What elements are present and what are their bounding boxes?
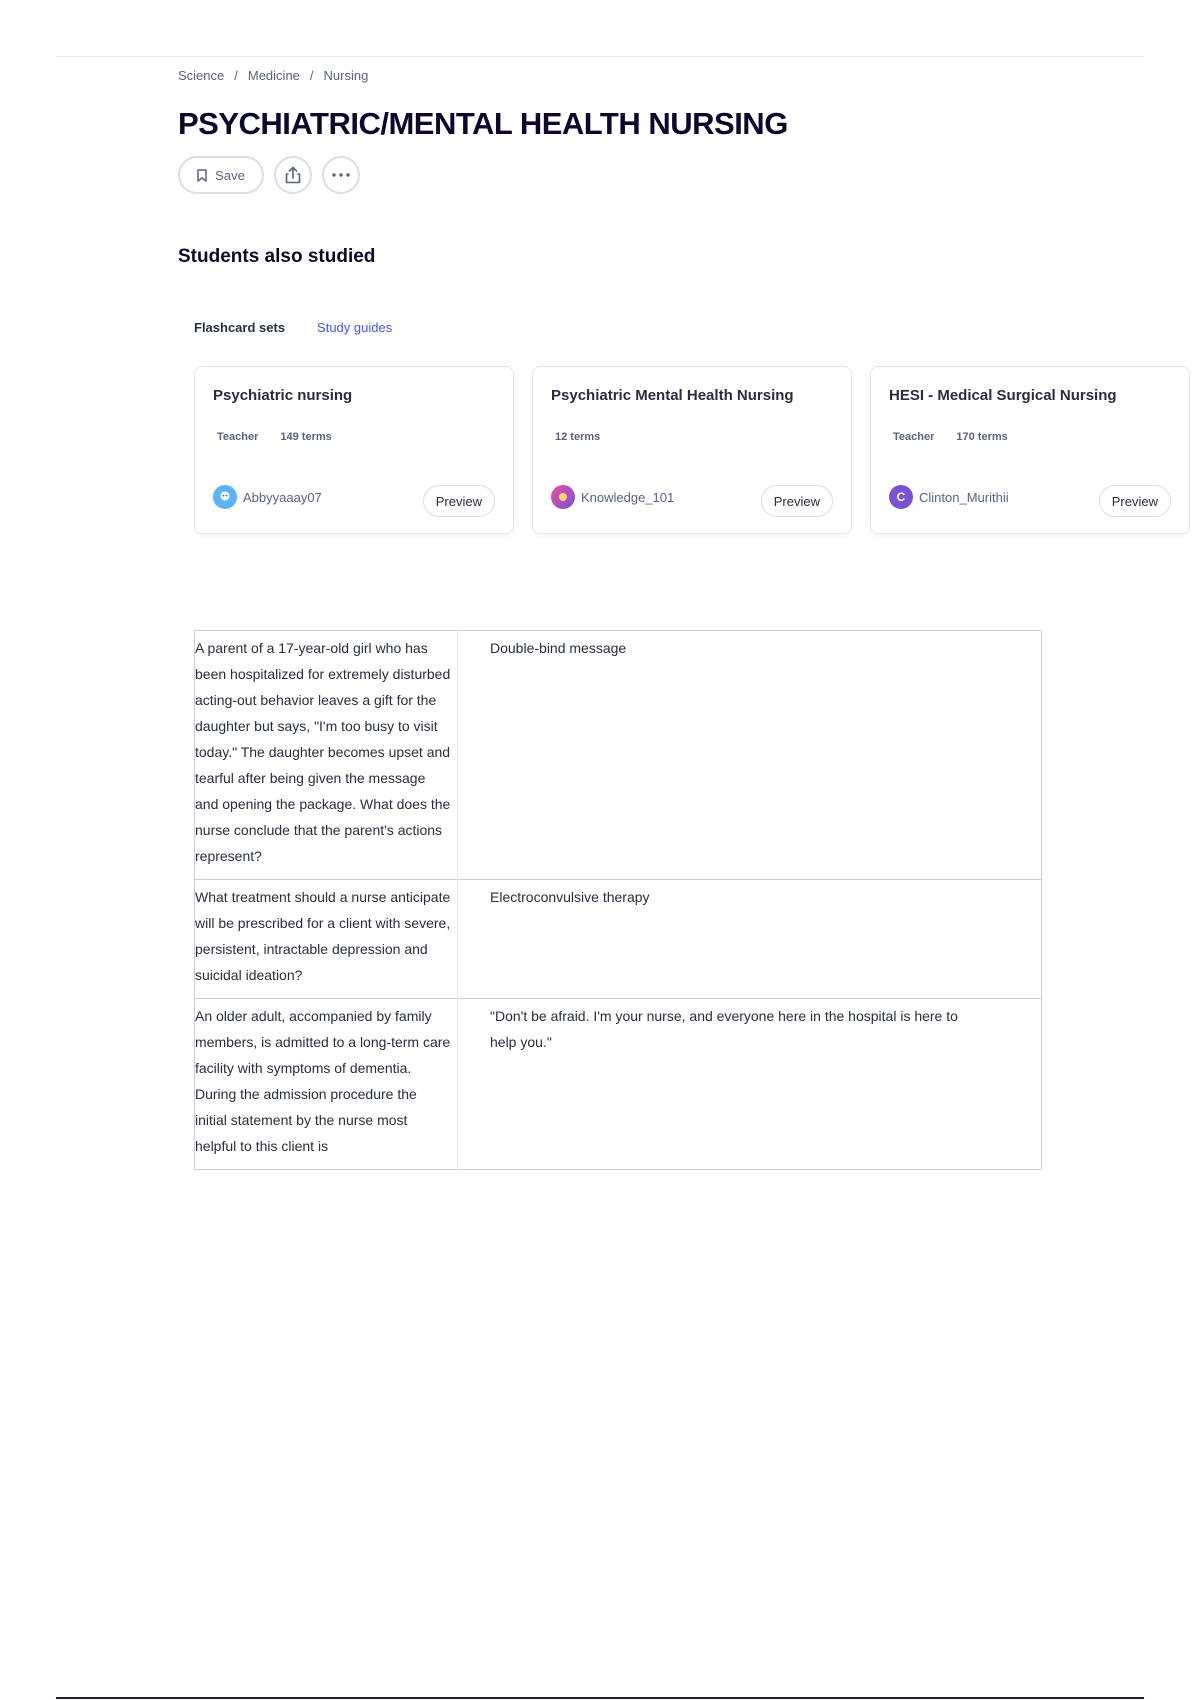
study-tabs: [194, 320, 392, 335]
term-count: 170 terms: [956, 431, 1008, 443]
preview-button[interactable]: Preview: [1099, 485, 1171, 517]
save-button[interactable]: [178, 156, 264, 194]
action-bar: [178, 156, 360, 194]
share-icon: [285, 166, 301, 184]
card-author: [213, 485, 322, 509]
bottom-divider: [56, 1697, 1144, 1699]
author-name[interactable]: Knowledge_101: [581, 489, 675, 505]
breadcrumb-separator: /: [309, 68, 314, 83]
definition-cell: Electroconvulsive therapy: [490, 889, 650, 905]
breadcrumb-science[interactable]: Science: [178, 68, 225, 83]
term-count: 12 terms: [555, 431, 601, 443]
save-label: Save: [215, 167, 245, 183]
share-button[interactable]: [274, 156, 312, 194]
set-card[interactable]: [870, 366, 1190, 534]
card-title: Psychiatric nursing: [213, 387, 353, 404]
students-also-studied-heading: Students also studied: [178, 246, 376, 267]
page-title: PSYCHIATRIC/MENTAL HEALTH NURSING: [178, 106, 788, 141]
table-row: [195, 999, 1042, 1170]
breadcrumb-separator: /: [234, 68, 238, 83]
tab-study-guides[interactable]: Study guides: [317, 320, 393, 335]
table-row: [195, 631, 1042, 880]
avatar: [551, 485, 575, 509]
card-title: Psychiatric Mental Health Nursing: [551, 387, 794, 404]
avatar: C: [889, 485, 913, 509]
author-name[interactable]: Clinton_Murithii: [919, 489, 1009, 505]
card-meta: [893, 431, 1008, 443]
card-author: [551, 485, 674, 509]
user-avatar-icon: [555, 489, 571, 505]
set-card[interactable]: [194, 366, 514, 534]
flashcard-table: [194, 630, 1042, 1170]
card-carousel: [194, 366, 1158, 536]
definition-cell: "Don't be afraid. I'm your nurse, and everyone here in the hospital is here to help you.": [490, 1008, 958, 1050]
preview-button[interactable]: Preview: [761, 485, 833, 517]
term-cell: An older adult, accompanied by family members, is admitted to a long-term care facility with symptoms of dementia. During the admission procedure the initial statement by the nurse most helpful to this client is: [195, 999, 458, 1170]
avatar: [213, 485, 237, 509]
breadcrumb-medicine[interactable]: Medicine: [247, 68, 300, 83]
set-card[interactable]: [532, 366, 852, 534]
card-author: [889, 485, 1009, 509]
card-meta: [555, 431, 600, 443]
term-cell: A parent of a 17-year-old girl who has been hospitalized for extremely disturbed acting-out behavior leaves a gift for the daughter but says, "I'm too busy to visit today." The daughter becomes upset and tearful after being given the message and opening the package. What does the nurse conclude that the parent's actions represent?: [195, 631, 458, 880]
top-divider: [56, 56, 1144, 57]
more-icon: [332, 173, 350, 177]
preview-button[interactable]: Preview: [423, 485, 495, 517]
user-avatar-icon: [217, 489, 233, 505]
more-options-button[interactable]: [322, 156, 360, 194]
term-cell: What treatment should a nurse anticipate will be prescribed for a client with severe, persistent, intractable depression and suicidal ideation?: [195, 880, 458, 999]
table-row: [195, 880, 1042, 999]
definition-cell: Double-bind message: [490, 640, 627, 656]
card-meta: [217, 431, 332, 443]
card-title: HESI - Medical Surgical Nursing: [889, 387, 1117, 404]
breadcrumb-nursing[interactable]: Nursing: [323, 68, 369, 83]
breadcrumb: [178, 68, 368, 83]
bookmark-icon: [197, 169, 207, 182]
teacher-badge: Teacher: [217, 431, 259, 443]
term-count: 149 terms: [280, 431, 332, 443]
author-name[interactable]: Abbyyaaay07: [243, 489, 322, 505]
tab-flashcard-sets[interactable]: Flashcard sets: [194, 320, 286, 335]
teacher-badge: Teacher: [893, 431, 935, 443]
